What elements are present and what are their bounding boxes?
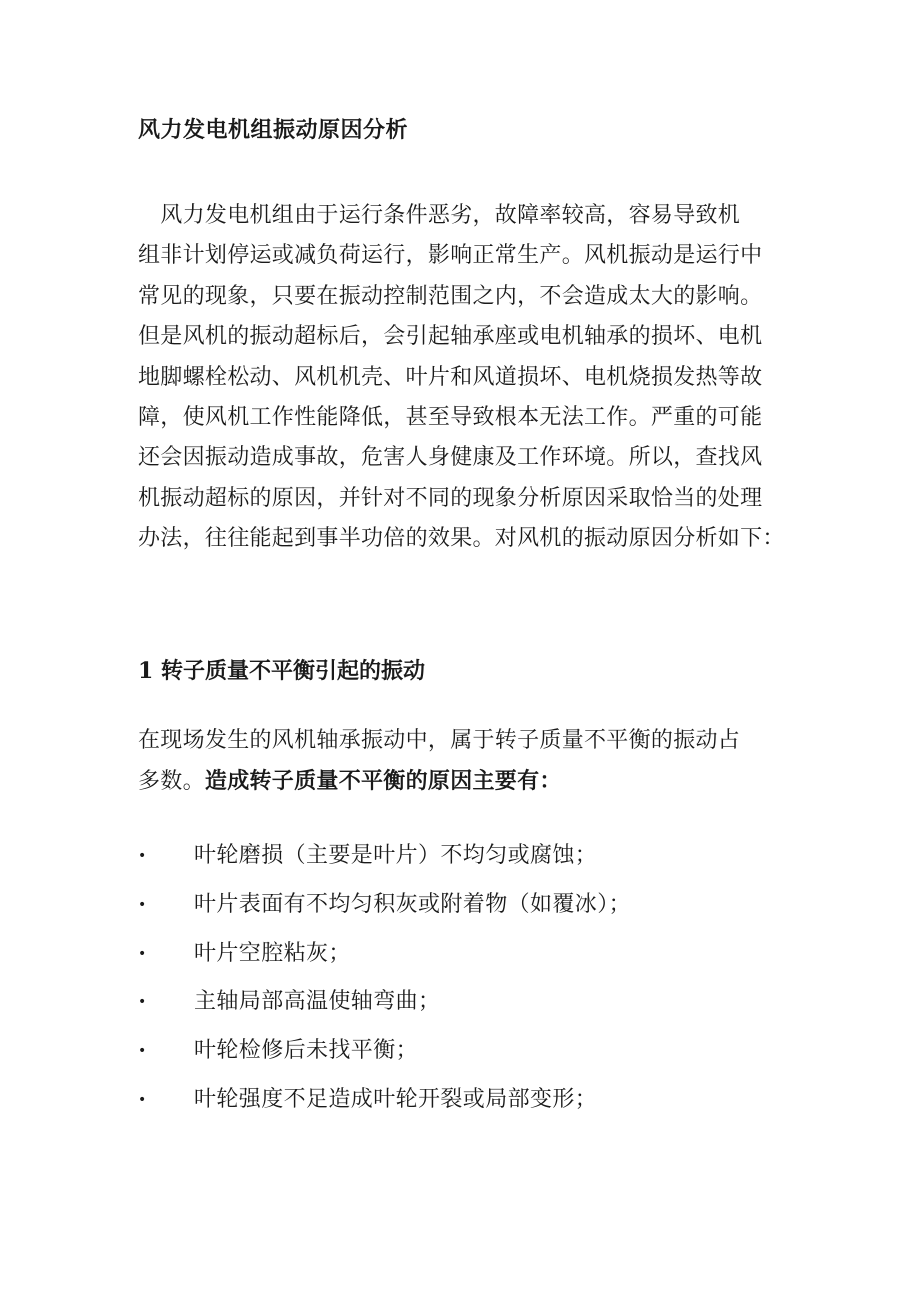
intro-line: 还会因振动造成事故，危害人身健康及工作环境。所以，查找风 [138, 445, 763, 471]
document-title: 风力发电机组振动原因分析 [138, 117, 409, 143]
bullet-icon: • [138, 896, 147, 913]
section-intro-paragraph [138, 721, 740, 801]
list-item-text: 叶轮强度不足造成叶轮开裂或局部变形； [194, 1086, 598, 1112]
list-item-text: 叶片空腔粘灰； [194, 940, 351, 966]
intro-line: 地脚螺栓松动、风机机壳、叶片和风道损坏、电机烧损发热等故 [138, 364, 763, 390]
section-intro-plain-text: 多数。 [138, 769, 205, 794]
intro-line: 障，使风机工作性能降低，甚至导致根本无法工作。严重的可能 [138, 404, 763, 430]
bullet-icon: • [138, 945, 147, 962]
bullet-icon: • [138, 1091, 147, 1108]
section-intro-line: 在现场发生的风机轴承振动中，属于转子质量不平衡的振动占 [138, 728, 741, 753]
intro-line: 常见的现象，只要在振动控制范围之内，不会造成太大的影响。 [138, 283, 763, 309]
intro-line: 机振动超标的原因，并针对不同的现象分析原因采取恰当的处理 [138, 485, 763, 511]
bullet-icon: • [138, 1043, 147, 1060]
intro-line: 风力发电机组由于运行条件恶劣，故障率较高，容易导致机 [138, 203, 741, 228]
list-item-text: 叶片表面有不均匀积灰或附着物（如覆冰）； [194, 891, 632, 917]
list-item-text: 叶轮磨损（主要是叶片）不均匀或腐蚀； [194, 843, 598, 868]
section-intro-bold-text: 造成转子质量不平衡的原因主要有： [204, 768, 562, 794]
intro-line: 组非计划停运或减负荷运行，影响正常生产。风机振动是运行中 [138, 243, 763, 269]
section-intro-line [138, 761, 740, 801]
bullet-icon: • [138, 848, 147, 864]
intro-line: 办法，往往能起到事半功倍的效果。对风机的振动原因分析如下： [138, 526, 785, 552]
list-item-text: 叶轮检修后未找平衡； [194, 1038, 419, 1064]
intro-paragraph [138, 196, 798, 560]
section-heading: 1 转子质量不平衡引起的振动 [138, 658, 425, 684]
bullet-icon: • [138, 994, 147, 1011]
list-item-text: 主轴局部高温使轴弯曲； [194, 989, 441, 1015]
intro-line: 但是风机的振动超标后，会引起轴承座或电机轴承的损坏、电机 [138, 324, 763, 350]
